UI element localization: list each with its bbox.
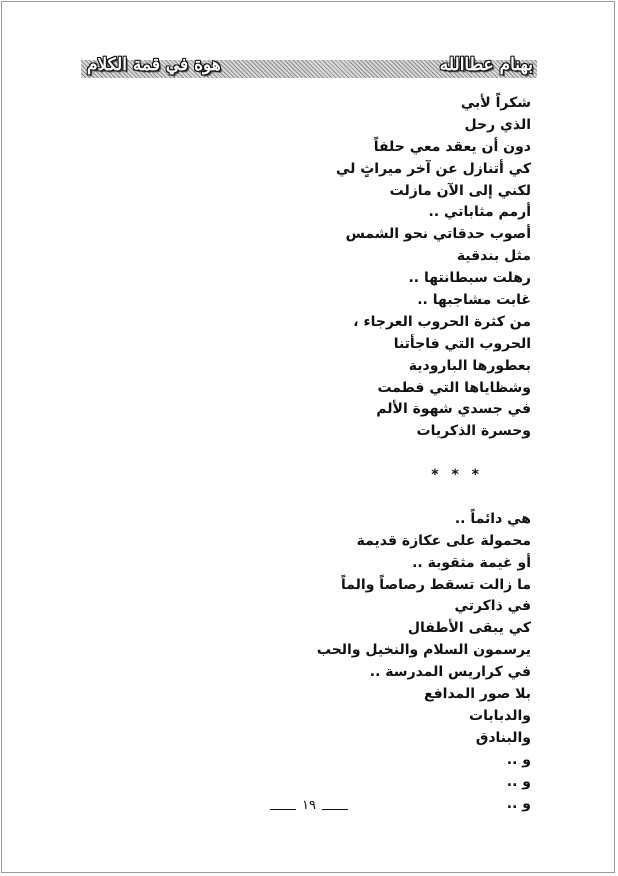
poem-line: أو غيمة مثقوبة .. — [412, 554, 531, 571]
author-name: بهنام عطاالله — [439, 55, 533, 75]
running-header — [81, 55, 537, 78]
poem-line: أرمم مثاباتي .. — [428, 204, 531, 221]
poem-line: في ذاكرتي — [454, 598, 531, 615]
poem-line: و .. — [506, 751, 531, 768]
poem-line: كي أتنازل عن آخر ميراثٍ لي — [335, 160, 531, 177]
poem-line: الحروب التي فاجأتنا — [393, 335, 531, 352]
poem-line: في كراريس المدرسة .. — [369, 664, 531, 681]
stanza-separator: * * * — [431, 467, 483, 484]
poem-line: لكني إلى الآن مازلت — [389, 182, 531, 199]
poem-line: و .. — [506, 773, 531, 790]
poem-line: من كثرة الحروب العرجاء ، — [353, 313, 531, 330]
poem-line: وشظاياها التي فطمت — [377, 379, 531, 396]
poem-line: بعطورها البارودية — [408, 357, 531, 374]
poem-line: مثل بندقية — [456, 248, 531, 265]
footer-rule-right — [322, 809, 348, 810]
poem-line: دون أن يعقد معي حلفاً — [373, 138, 531, 155]
poem-line: أصوب حدقاتي نحو الشمس — [345, 226, 531, 243]
poem-line: هي دائماً .. — [454, 510, 531, 527]
stanza-gap — [111, 487, 531, 509]
page-number-footer — [0, 798, 618, 813]
poem-line: و .. — [506, 795, 531, 812]
book-title: هوة في قمة الكلام — [87, 55, 221, 75]
page-number: ١٩ — [302, 798, 316, 813]
poem-line: الذي رحل — [464, 116, 531, 133]
poem-line: والدبابات — [469, 707, 531, 724]
poem-line: محمولة على عكازة قديمة — [356, 532, 531, 549]
poem-line: شكراً لأبي — [460, 95, 531, 111]
poem-line: والبنادق — [475, 729, 531, 746]
poem-line: كي يبقى الأطفال — [407, 620, 531, 637]
stanza-gap — [111, 443, 531, 465]
poem-line: بلا صور المدافع — [423, 686, 531, 703]
poem-body — [111, 93, 531, 815]
poem-line: رهلت سبطانتها .. — [408, 270, 531, 287]
poem-line: غابت مشاجبها .. — [417, 292, 531, 309]
poem-line: ما زالت تسقط رصاصاً والماً — [341, 576, 531, 593]
poem-line: وحسرة الذكريات — [416, 423, 531, 440]
footer-rule-left — [270, 809, 296, 810]
poem-line: في جسدي شهوة الألم — [376, 401, 531, 418]
poem-line: يرسمون السلام والنخيل والحب — [316, 642, 531, 659]
